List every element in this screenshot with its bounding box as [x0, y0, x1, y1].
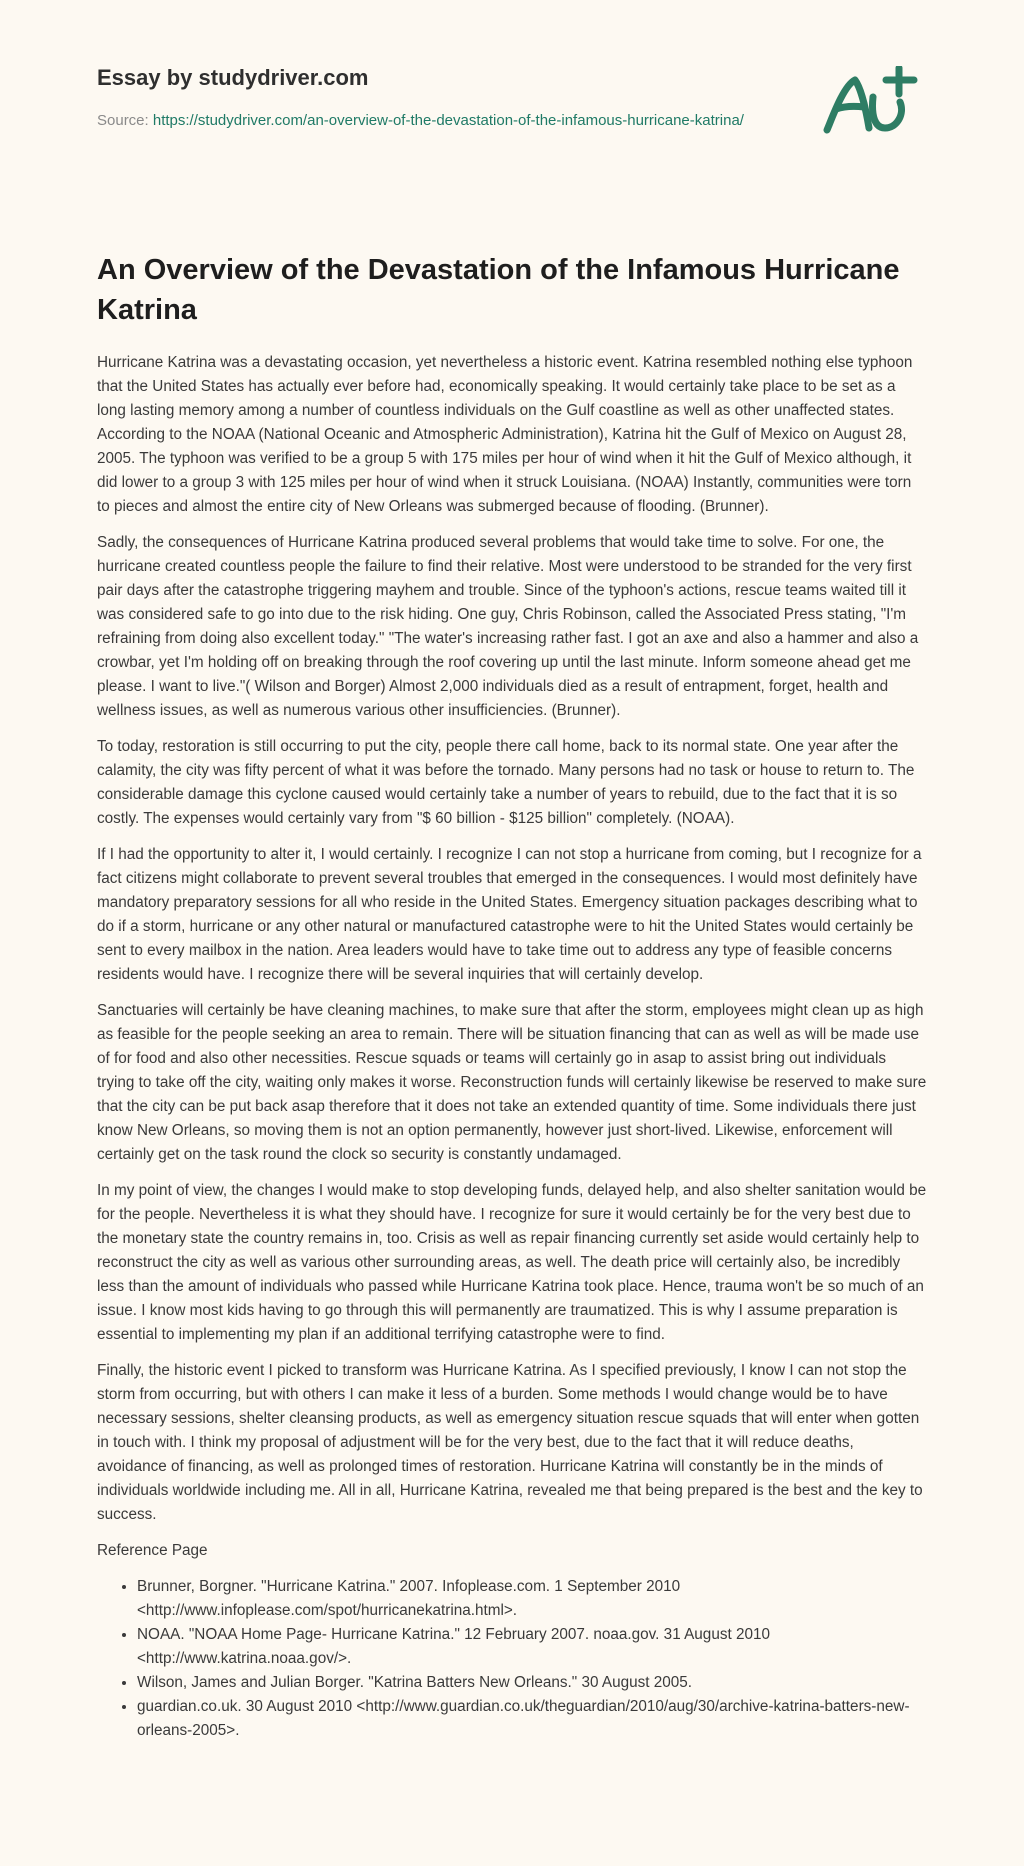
paragraph: Sadly, the consequences of Hurricane Katrina produced several problems that would take time to solve. For one, the hurricane created countless people the failure to find their relative. Most were understood to be stranded for the very first pair days after the catastrophe triggering mayhem and trouble. Since of the typhoon's actions, rescue teams waited till it was considered safe to go into due to the risk hiding. One guy, Chris Robinson, called the Associated Press stating, "I'm refraining from doing also excellent today." "The water's increasing rather fast. I got an axe and also a hammer and also a crowbar, yet I'm holding off on breaking through the roof covering up until the last minute. Inform someone ahead get me please. I want to live."( Wilson and Borger) Almost 2,000 individuals died as a result of entrapment, forget, health and wellness issues, as well as numerous various other insufficiencies. (Brunner).: [97, 534, 919, 719]
paragraph: To today, restoration is still occurring to put the city, people there call home, back to its normal state. One year after the calamity, the city was fifty percent of what it was before the tornado. Many persons had no task or house to return to. The considerable damage this cyclone caused would certainly take a number of years to rebuild, due to the fact that it is so costly. The expenses would certainly vary from "$ 60 billion - $125 billion" completely. (NOAA).: [97, 738, 915, 827]
a-plus-logo-icon: [823, 66, 933, 176]
reference-item: • guardian.co.uk. 30 August 2010 <http://www.guardian.co.uk/theguardian/2010/aug/30/archive-katrina-batters-new- orleans-2005>.: [137, 1695, 927, 1743]
source-link[interactable]: https://studydriver.com/an-overview-of-the-devastation-of-the-infamous-hurricane-katrina/: [152, 112, 744, 129]
essay-body: [97, 351, 927, 1743]
source-label: Source:: [97, 112, 153, 129]
paragraph: Finally, the historic event I picked to transform was Hurricane Katrina. As I specified previously, I know I can not stop the storm from occurring, but with others I can make it less of a burden. Some methods I would change would be to have necessary sessions, shelter cleansing products, as well as emergency situation rescue squads that will enter when gotten in touch with. I think my proposal of adjustment will be for the very best, due to the fact that it will reduce deaths, avoidance of financing, as well as prolonged times of restoration. Hurricane Katrina will constantly be in the minds of individuals worldwide including me. All in all, Hurricane Katrina, revealed me that being prepared is the best and the key to success.: [97, 1362, 923, 1523]
reference-item: • Wilson, James and Julian Borger. "Katrina Batters New Orleans." 30 August 2005.: [137, 1671, 927, 1695]
paragraph: Hurricane Katrina was a devastating occasion, yet nevertheless a historic event. Katrina resembled nothing else typhoon that the United States has actually ever before had, economically speaking. It would certainly take place to be set as a long lasting memory among a number of countless individuals on the Gulf coastline as well as other unaffected states. According to the NOAA (National Oceanic and Atmospheric Administration), Katrina hit the Gulf of Mexico on August 28, 2005. The typhoon was verified to be a group 5 with 175 miles per hour of wind when it hit the Gulf of Mexico although, it did lower to a group 3 with 125 miles per hour of wind when it struck Louisiana. (NOAA) Instantly, communities were torn to pieces and almost the entire city of New Orleans was submerged because of flooding. (Brunner).: [97, 354, 913, 515]
reference-heading: Reference Page: [97, 1542, 208, 1559]
essay-title: An Overview of the Devastation of the Infamous Hurricane Katrina: [97, 254, 900, 326]
paragraph: Sanctuaries will certainly be have cleaning machines, to make sure that after the storm, employees might clean up as high as feasible for the people seeking an area to remain. There will be situation financing that can as well as will be made use of for food and also other necessities. Rescue squads or teams will certainly go in asap to assist bring out individuals trying to take off the city, waiting only makes it worse. Reconstruction funds will certainly likewise be reserved to make sure that the city can be put back asap therefore that it does not take an extended quantity of time. Some individuals there just know New Orleans, so moving them is not an option permanently, however just short-lived. Likewise, enforcement will certainly get on the task round the clock so security is constantly undamaged.: [97, 1002, 927, 1163]
reference-item: • Brunner, Borgner. "Hurricane Katrina." 2007. Infoplease.com. 1 September 2010 <http://www.infoplease.com/spot/hurricanekatrina.html>.: [137, 1575, 927, 1623]
paragraph: In my point of view, the changes I would make to stop developing funds, delayed help, and also shelter sanitation would be for the people. Nevertheless it is what they should have. I recognize for sure it would certainly be for the very best due to the monetary state the country remains in, too. Crisis as well as repair financing currently set aside would certainly help to reconstruct the city as well as various other surrounding areas, as well. The death price will certainly also, be incredibly less than the amount of individuals who passed while Hurricane Katrina took place. Hence, trauma won't be so much of an issue. I know most kids having to go through this will permanently are traumatized. This is why I assume preparation is essential to implementing my plan if an additional terrifying catastrophe were to find.: [97, 1182, 927, 1343]
paragraph: If I had the opportunity to alter it, I would certainly. I recognize I can not stop a hurricane from coming, but I recognize for a fact citizens might collaborate to prevent several troubles that emerged in the consequences. I would most definitely have mandatory preparatory sessions for all who reside in the United States. Emergency situation packages describing what to do if a storm, hurricane or any other natural or manufactured catastrophe were to hit the United States would certainly be sent to every mailbox in the nation. Area leaders would have to take time out to address any type of feasible concerns residents would have. I recognize there will be several inquiries that will certainly develop.: [97, 846, 922, 983]
source-line: [97, 109, 757, 133]
reference-item: • NOAA. "NOAA Home Page- Hurricane Katrina." 12 February 2007. noaa.gov. 31 August 2010 <http://www.katrina.noaa.gov/>.: [137, 1623, 927, 1671]
reference-list: [97, 1575, 927, 1743]
site-title: Essay by studydriver.com: [97, 65, 369, 90]
